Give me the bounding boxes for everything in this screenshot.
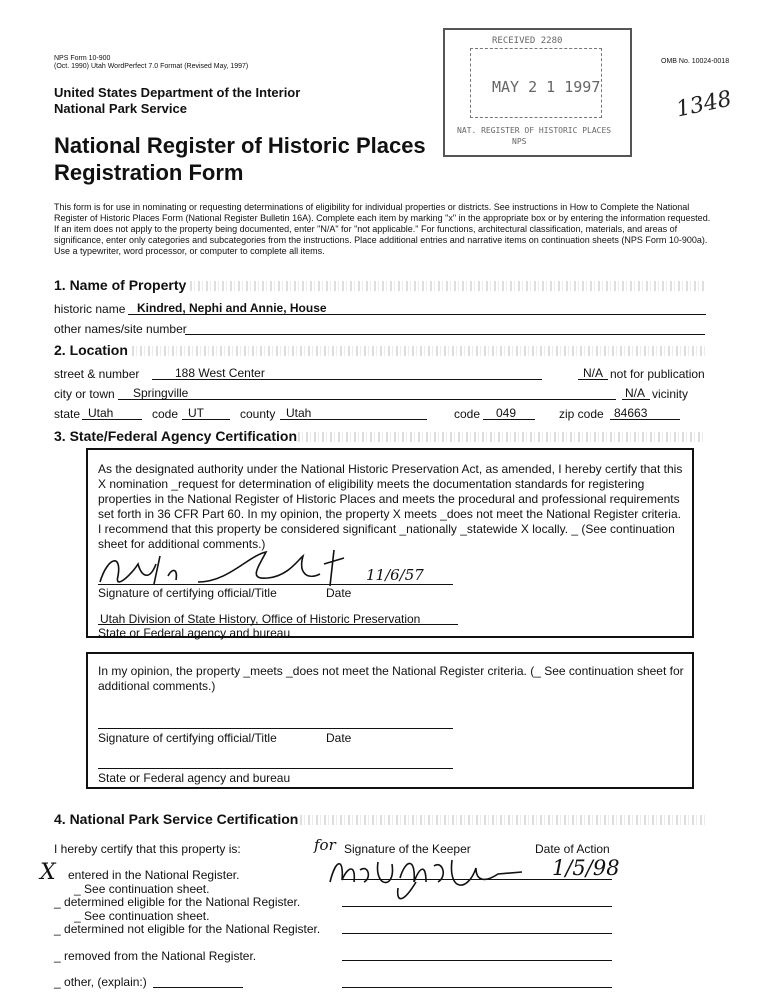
state-certification-box xyxy=(86,448,694,638)
option-text: determined not eligible for the National Register. xyxy=(64,922,321,936)
agency-line-2 xyxy=(98,768,453,769)
keeper-signature xyxy=(326,852,526,900)
county-label: county xyxy=(240,407,276,421)
scan-noise xyxy=(298,432,705,442)
option-mark: _ xyxy=(54,895,61,909)
signature-line-2 xyxy=(98,728,453,729)
city-line xyxy=(118,399,616,400)
opinion-text: In my opinion, the property _meets _does not meet the National Register criteria. (_ See continuation sheet for additional comments.) xyxy=(98,664,684,693)
option-text: See continuation sheet. xyxy=(84,882,210,896)
option-mark: _ xyxy=(54,949,61,963)
form-title: National Register of Historic Places xyxy=(54,133,426,158)
keeper-line-1 xyxy=(342,879,612,880)
option-mark: _ xyxy=(74,882,81,896)
option-text: determined eligible for the National Register. xyxy=(64,895,301,909)
city-value: Springville xyxy=(133,386,189,400)
keeper-line-5 xyxy=(342,987,612,988)
section3-heading: 3. State/Federal Agency Certification xyxy=(54,428,297,444)
signature-label-2: Signature of certifying official/Title xyxy=(98,731,277,745)
other-names-label: other names/site number xyxy=(54,322,187,336)
state-label: state xyxy=(54,407,81,421)
scan-noise xyxy=(190,281,705,291)
option-entered[interactable] xyxy=(68,868,239,882)
historic-name-label: historic name xyxy=(54,302,126,316)
keeper-line-4 xyxy=(342,960,612,961)
state-code-label: code xyxy=(152,407,179,421)
omb-number: OMB No. 10024-0018 xyxy=(661,58,730,65)
option-text: other, (explain:) xyxy=(64,975,147,989)
section2-heading: 2. Location xyxy=(54,342,128,358)
form-version: (Oct. 1990) Utah WordPerfect 7.0 Format (Revised May, 1997) xyxy=(54,63,249,70)
option-mark: _ xyxy=(54,922,61,936)
certifying-agency-value: Utah Division of State History, Office of Historic Preservation xyxy=(100,612,421,626)
option-determined-eligible[interactable] xyxy=(54,895,300,909)
certification-text: As the designated authority under the National Historic Preservation Act, as amended, I hereby certify that this X nomination _request for determination of eligibility meets the documentation standards for registering properties in the National Register of Historic Places and meets the procedural and professional requirements set forth in 36 CFR Part 60. In my opinion, the property X meets _does not meet the National Register criteria. I recommend that this property be considered significant _nationally _statewide X locally. _ (See continuation sheet for additional comments.) xyxy=(98,462,683,551)
state-value: Utah xyxy=(88,406,114,420)
historic-name-value: Kindred, Nephi and Annie, House xyxy=(137,301,327,315)
stamp-top: RECEIVED 2280 xyxy=(492,36,563,46)
not-pub-value: N/A xyxy=(583,366,604,380)
form-number: NPS Form 10-900 xyxy=(54,55,111,62)
zip-value: 84663 xyxy=(614,406,648,420)
vicinity-value: N/A xyxy=(625,386,646,400)
certifying-date: 11/6/57 xyxy=(366,566,424,584)
keeper-line-2 xyxy=(342,906,612,907)
intro-instructions: This form is for use in nominating or requesting determinations of eligibility for individual properties or districts. See instructions in How to Complete the National Register of Historic Places Form (National Register Bulletin 16A). Complete each item by marking "x" in the appropriate box or by entering the information requested. If an item does not apply to the property being documented, enter "N/A" for "not applicable." For functions, architectural classification, materials, and areas of significance, enter only categories and subcategories from the instructions. Place additional entries and narrative items on continuation sheets (NPS Form 10-900a). Use a typewriter, word processor, or computer to complete all items. xyxy=(54,202,711,256)
option-not-eligible[interactable] xyxy=(54,922,320,936)
agency-line1: United States Department of the Interior xyxy=(54,85,301,100)
city-label: city or town xyxy=(54,387,115,401)
entered-checkmark: X xyxy=(40,860,56,885)
street-label: street & number xyxy=(54,367,140,381)
option-text: entered in the National Register. xyxy=(68,868,240,882)
for-mark: for xyxy=(314,836,336,854)
county-code-label: code xyxy=(454,407,481,421)
state-code-value: UT xyxy=(188,406,204,420)
action-date: 1/5/98 xyxy=(552,856,620,880)
form-subtitle: Registration Form xyxy=(54,160,244,185)
option-text: See continuation sheet. xyxy=(84,909,210,923)
date-label-2: Date xyxy=(326,731,352,745)
action-date-label: Date of Action xyxy=(535,842,610,856)
other-names-line xyxy=(185,334,705,335)
other-explain-line[interactable] xyxy=(153,987,243,988)
agency-label: State or Federal agency and bureau xyxy=(98,626,291,640)
signature-label: Signature of certifying official/Title xyxy=(98,586,277,600)
agency-line xyxy=(98,624,458,625)
not-pub-label: not for publication xyxy=(610,367,705,381)
nps-certify-text: I hereby certify that this property is: xyxy=(54,842,241,856)
keeper-line-3 xyxy=(342,933,612,934)
handwritten-reference: 1348 xyxy=(674,86,734,123)
section1-heading: 1. Name of Property xyxy=(54,277,187,293)
option-removed[interactable] xyxy=(54,949,256,963)
county-value: Utah xyxy=(286,406,312,420)
stamp-bottom2: NPS xyxy=(512,137,527,146)
option-mark: _ xyxy=(74,909,81,923)
scan-noise xyxy=(132,346,705,356)
date-label: Date xyxy=(326,586,352,600)
section4-heading: 4. National Park Service Certification xyxy=(54,811,299,827)
option-other[interactable] xyxy=(54,975,147,989)
commenting-official-box xyxy=(86,652,694,789)
scan-noise xyxy=(300,815,705,825)
county-code-value: 049 xyxy=(496,406,517,420)
option-see-continuation-1[interactable] xyxy=(74,882,209,896)
stamp-bottom: NAT. REGISTER OF HISTORIC PLACES xyxy=(457,126,612,135)
option-mark: _ xyxy=(54,975,61,989)
option-see-continuation-2[interactable] xyxy=(74,909,209,923)
option-text: removed from the National Register. xyxy=(64,949,257,963)
keeper-label: Signature of the Keeper xyxy=(344,842,471,856)
agency-line2: National Park Service xyxy=(54,101,187,116)
street-value: 188 West Center xyxy=(175,366,265,380)
agency-label-2: State or Federal agency and bureau xyxy=(98,771,291,785)
signature-line xyxy=(98,584,453,585)
vicinity-label: vicinity xyxy=(652,387,689,401)
zip-label: zip code xyxy=(559,407,604,421)
stamp-date: MAY 2 1 1997 xyxy=(492,78,601,96)
